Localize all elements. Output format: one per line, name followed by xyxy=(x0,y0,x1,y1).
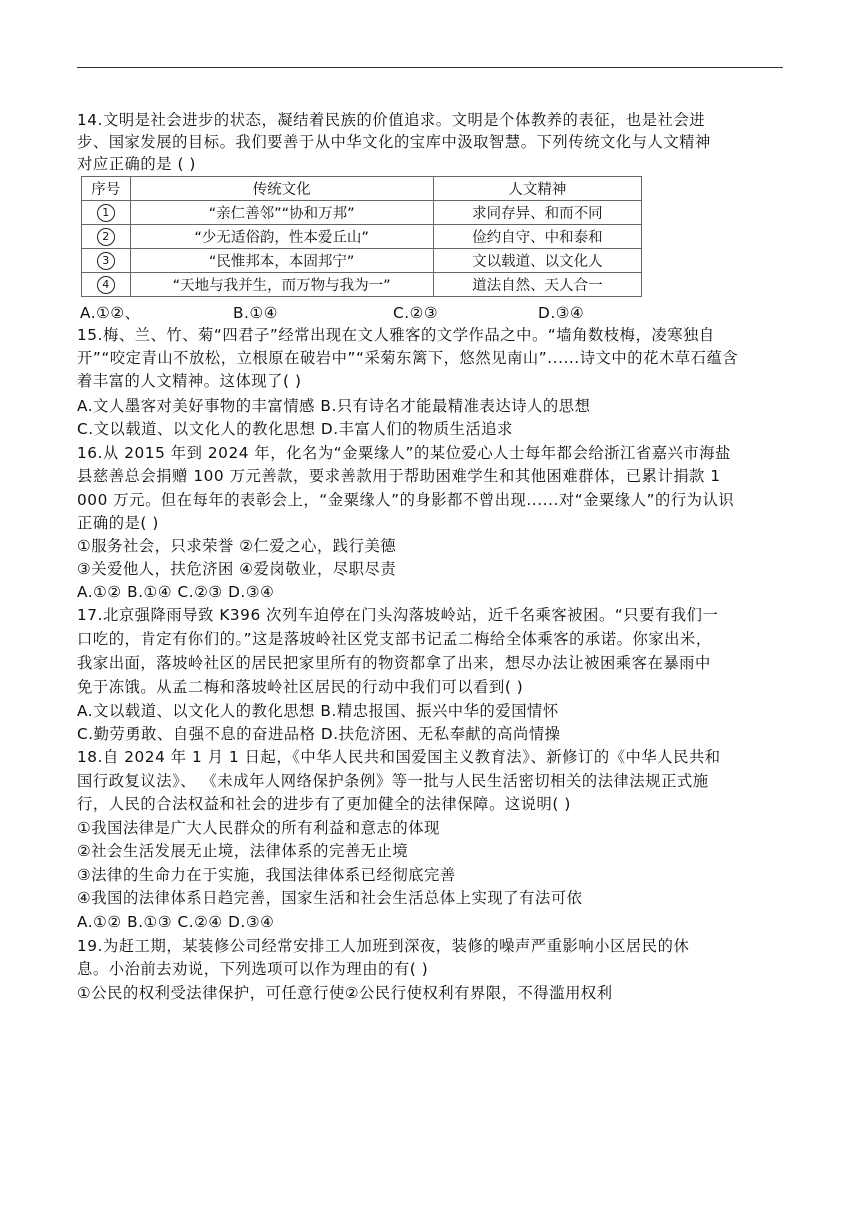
q19-choice-line: ①公民的权利受法律保护，可任意行使②公民行使权利有界限，不得滥用权利 xyxy=(77,984,613,1002)
row-number-cell xyxy=(82,273,131,297)
q18-choice-4: ④我国的法律体系日趋完善，国家生活和社会生活总体上实现了有法可依 xyxy=(77,889,583,907)
q16-stem-line-2: 县慈善总会捐赠 100 万元善款，要求善款用于帮助困难学生和其他困难群体，已累计捐款 1 xyxy=(77,467,721,485)
q18-choice-2: ②社会生活发展无止境，法律体系的完善无止境 xyxy=(77,842,409,860)
row-number-cell xyxy=(82,225,131,249)
q14-stem-line-2: 步、国家发展的目标。我们要善于从中华文化的宝库中汲取智慧。下列传统文化与人文精神 xyxy=(77,133,711,151)
circled-number: 4 xyxy=(97,276,115,294)
q15-options-cd: C.文以载道、以文化人的教化思想 D.丰富人们的物质生活追求 xyxy=(77,420,513,438)
q17-stem-line-2: 口吃的，肯定有你们的。”这是落坡岭社区党支部书记孟二梅给全体乘客的承诺。你家出米， xyxy=(77,630,712,648)
q17-stem-line-1: 17.北京强降雨导致 K396 次列车迫停在门头沟落坡岭站，近千名乘客被困。“只要有我们一 xyxy=(77,606,719,624)
q17-options-cd: C.勤劳勇敢、自强不息的奋进品格 D.扶危济困、无私奉献的高尚情操 xyxy=(77,725,561,743)
culture-cell: “少无适俗韵，性本爱丘山” xyxy=(130,225,433,249)
col-header-spirit: 人文精神 xyxy=(433,177,641,201)
table-row xyxy=(82,273,642,297)
row-number-cell xyxy=(82,249,131,273)
q18-options: A.①② B.①③ C.②④ D.③④ xyxy=(77,913,275,931)
q15-stem-line-1: 15.梅、兰、竹、菊“四君子”经常出现在文人雅客的文学作品之中。“墙角数枝梅，凌寒独自 xyxy=(77,326,715,344)
q14-option-a: A.①②、 xyxy=(80,304,141,322)
circled-number: 1 xyxy=(97,204,115,222)
q17-options-ab: A.文以载道、以文化人的教化思想 B.精忠报国、振兴中华的爱国情怀 xyxy=(77,702,559,720)
q14-option-b: B.①④ xyxy=(233,304,278,322)
circled-number: 3 xyxy=(97,252,115,270)
table-header-row xyxy=(82,177,642,201)
col-header-number: 序号 xyxy=(82,177,131,201)
q18-choice-3: ③法律的生命力在于实施，我国法律体系已经彻底完善 xyxy=(77,866,456,884)
q16-stem-line-3: 000 万元。但在每年的表彰会上，“金粟缘人”的身影都不曾出现......对“金粟缘人”的行为认识 xyxy=(77,491,735,509)
table-row xyxy=(82,249,642,273)
spirit-cell: 俭约自守、中和泰和 xyxy=(433,225,641,249)
q18-stem-line-2: 国行政复议法》、 《未成年人网络保护条例》等一批与人民生活密切相关的法律法规正式施 xyxy=(77,772,709,790)
q15-stem-line-3: 着丰富的人文精神。这体现了( ) xyxy=(77,372,302,390)
q18-stem-line-1: 18.自 2024 年 1 月 1 日起，《中华人民共和国爱国主义教育法》、新修订的《中华人民共和 xyxy=(77,748,721,766)
q19-stem-line-1: 19.为赶工期，某装修公司经常安排工人加班到深夜，装修的噪声严重影响小区居民的休 xyxy=(77,937,690,955)
q16-choice-line-1: ①服务社会，只求荣誉 ②仁爱之心，践行美德 xyxy=(77,537,397,555)
q15-options-ab: A.文人墨客对美好事物的丰富情感 B.只有诗名才能最精准表达诗人的思想 xyxy=(77,397,591,415)
circled-number: 2 xyxy=(97,228,115,246)
q14-stem-line-1: 14.文明是社会进步的状态，凝结着民族的价值追求。文明是个体教养的表征，也是社会进 xyxy=(77,111,706,129)
spirit-cell: 道法自然、天人合一 xyxy=(433,273,641,297)
q18-choice-1: ①我国法律是广大人民群众的所有利益和意志的体现 xyxy=(77,819,440,837)
culture-cell: “亲仁善邻”“协和万邦” xyxy=(130,201,433,225)
q16-stem-line-4: 正确的是( ) xyxy=(77,514,159,532)
col-header-culture: 传统文化 xyxy=(130,177,433,201)
q16-options: A.①② B.①④ C.②③ D.③④ xyxy=(77,583,275,601)
culture-cell: “民惟邦本，本固邦宁” xyxy=(130,249,433,273)
q18-stem-line-3: 行，人民的合法权益和社会的进步有了更加健全的法律保障。这说明( ) xyxy=(77,795,571,813)
q17-stem-line-3: 我家出面，落坡岭社区的居民把家里所有的物资都拿了出来，想尽办法让被困乘客在暴雨中 xyxy=(77,654,711,672)
spirit-cell: 求同存异、和而不同 xyxy=(433,201,641,225)
q17-stem-line-4: 免于冻饿。从孟二梅和落坡岭社区居民的行动中我们可以看到( ) xyxy=(77,678,524,696)
q14-stem-line-3: 对应正确的是 ( ) xyxy=(77,155,196,173)
table-row xyxy=(82,201,642,225)
q14-option-c: C.②③ xyxy=(393,304,439,322)
culture-cell: “天地与我并生，而万物与我为一” xyxy=(130,273,433,297)
q16-stem-line-1: 16.从 2015 年到 2024 年，化名为“金粟缘人”的某位爱心人士每年都会给浙江省嘉兴市海盐 xyxy=(77,444,731,462)
q14-option-d: D.③④ xyxy=(538,304,585,322)
q15-stem-line-2: 开”“咬定青山不放松，立根原在破岩中”“采菊东篱下，悠然见南山”......诗文中的花木草石蕴含 xyxy=(77,349,739,367)
q16-choice-line-2: ③关爱他人，扶危济困 ④爱岗敬业，尽职尽责 xyxy=(77,560,397,578)
table-row xyxy=(82,225,642,249)
spirit-cell: 文以载道、以文化人 xyxy=(433,249,641,273)
q19-stem-line-2: 息。小治前去劝说，下列选项可以作为理由的有( ) xyxy=(77,960,429,978)
header-rule xyxy=(77,67,783,68)
culture-spirit-table xyxy=(81,176,642,297)
row-number-cell xyxy=(82,201,131,225)
